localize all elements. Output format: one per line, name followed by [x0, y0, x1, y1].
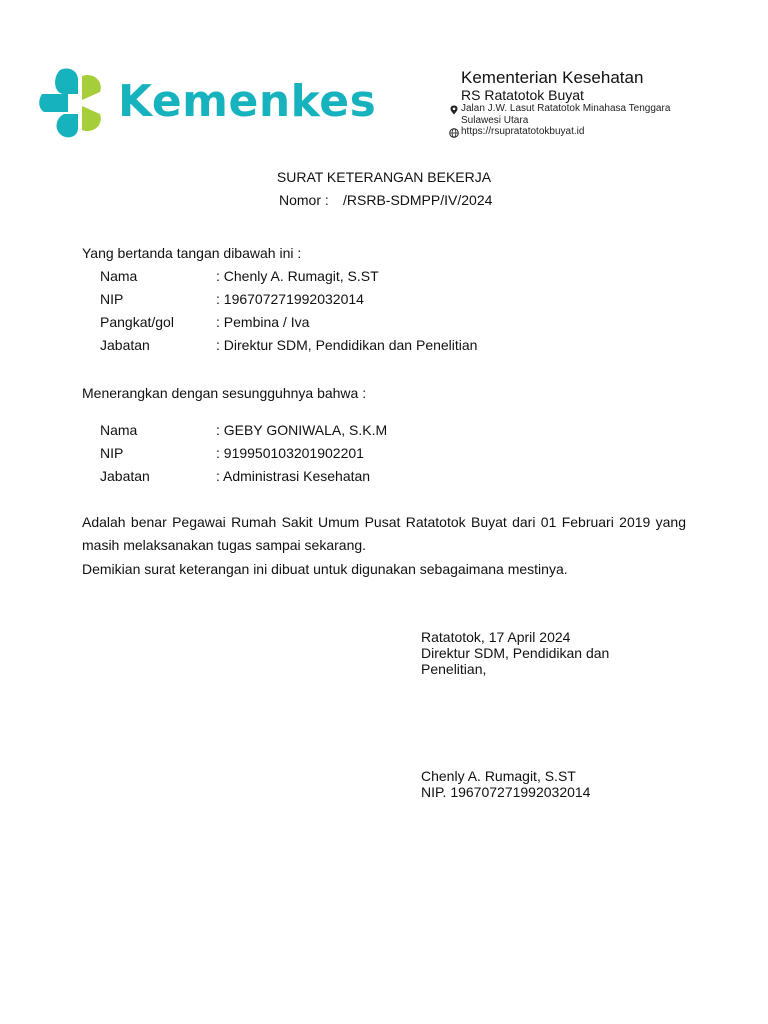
website [461, 126, 584, 138]
signature-name-block [421, 768, 641, 800]
nomor-label: Nomor : [279, 192, 329, 208]
signer-label: Pangkat/gol [100, 314, 174, 330]
signer-value: : Direktur SDM, Pendidikan dan Penelitian [216, 337, 478, 353]
employee-value: : 919950103201902201 [216, 445, 364, 461]
employee-row [0, 422, 768, 445]
signer-label: NIP [100, 291, 124, 307]
letter-title: SURAT KETERANGAN BEKERJA [276, 169, 492, 185]
signer-position: Direktur SDM, Pendidikan dan [421, 645, 610, 661]
employee-label: NIP [100, 445, 124, 461]
employee-label: Nama [100, 422, 138, 438]
nomor-value: /RSRB-SDMPP/IV/2024 [343, 192, 493, 208]
closing-paragraph: Demikian surat keterangan ini dibuat untuk digunakan sebagaimana mestinya. [82, 561, 568, 577]
signature-name: Chenly A. Rumagit, S.ST [421, 768, 576, 784]
employee-value: : Administrasi Kesehatan [216, 468, 371, 484]
employee-label: Jabatan [100, 468, 150, 484]
place-date: Ratatotok, 17 April 2024 [421, 629, 571, 645]
signature-nip: NIP. 196707271992032014 [421, 784, 591, 800]
intro-text: Yang bertanda tangan dibawah ini : [82, 245, 302, 261]
menerangkan-text: Menerangkan dengan sesungguhnya bahwa : [82, 385, 367, 401]
kemenkes-wordmark: Kemenkes [118, 76, 377, 127]
employee-value: : GEBY GONIWALA, S.K.M [216, 422, 388, 438]
signature-block [421, 629, 641, 677]
signer-value: : Pembina / Iva [216, 314, 310, 330]
hospital-name: RS Ratatotok Buyat [461, 87, 584, 103]
employee-row [0, 445, 768, 468]
signer-row [0, 337, 768, 360]
signer-position-cont: Penelitian, [421, 661, 487, 677]
website-link[interactable]: https://rsupratatotokbuyat.id [461, 126, 585, 137]
signer-row [0, 268, 768, 291]
body-paragraph: Adalah benar Pegawai Rumah Sakit Umum Pusat Ratatotok Buyat dari 01 Februari 2019 yang masih melaksanakan tugas sampai sekarang. [82, 514, 686, 553]
kemenkes-emblem-icon [38, 66, 110, 140]
globe-icon [449, 128, 459, 138]
signer-value: : Chenly A. Rumagit, S.ST [216, 268, 379, 284]
address-line-2: Sulawesi Utara [461, 115, 529, 126]
employee-table [0, 422, 768, 491]
signer-label: Nama [100, 268, 138, 284]
kemenkes-logo [38, 66, 377, 140]
ministry-name: Kementerian Kesehatan [461, 68, 644, 87]
location-pin-icon [449, 105, 459, 115]
signer-row [0, 314, 768, 337]
employee-row [0, 468, 768, 491]
signer-table [0, 268, 768, 360]
address [461, 103, 670, 127]
address-line-1: Jalan J.W. Lasut Ratatotok Minahasa Tenggara [461, 103, 671, 114]
signer-value: : 196707271992032014 [216, 291, 364, 307]
signer-label: Jabatan [100, 337, 150, 353]
signer-row [0, 291, 768, 314]
